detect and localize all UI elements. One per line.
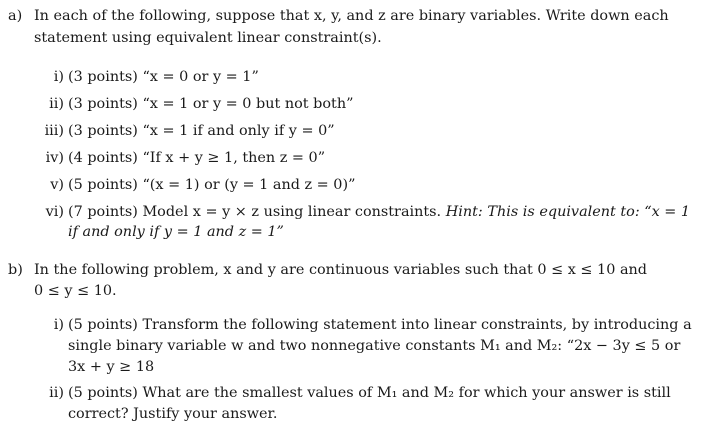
part-a-item-text-main: (7 points) Model x = y × z using linear constraints. (68, 204, 442, 220)
part-b-label: b) (8, 262, 23, 278)
part-a-intro-line2: statement using equivalent linear constraint(s). (34, 30, 382, 46)
part-a-item-text: (4 points) “If x + y ≥ 1, then z = 0” (68, 150, 326, 166)
part-b-item-line1: (5 points) Transform the following statement into linear constraints, by introducing a (68, 317, 692, 333)
part-a-item-label: i) (53, 69, 64, 85)
part-b-item-label: ii) (49, 385, 64, 401)
part-a-item-text: (3 points) “x = 1 or y = 0 but not both” (68, 96, 354, 112)
part-b-item-line1: (5 points) What are the smallest values of M₁ and M₂ for which your answer is still (68, 385, 671, 401)
part-a-item-label: iv) (45, 150, 64, 166)
part-b-item-line2: single binary variable w and two nonnegative constants M₁ and M₂: “2x − 3y ≤ 5 or (68, 338, 681, 354)
part-a-item-label: ii) (49, 96, 64, 112)
part-a-item-hint: Hint: This is equivalent to: “x = 1 (445, 204, 691, 220)
part-a-item-label: iii) (44, 123, 64, 139)
part-b-item-line2: correct? Justify your answer. (68, 406, 278, 422)
part-b-item-label: i) (53, 317, 64, 333)
part-a-item-text-line2: if and only if y = 1 and z = 1” (68, 224, 284, 240)
part-a-item-text: (3 points) “x = 0 or y = 1” (68, 69, 259, 85)
part-a-item-text: (3 points) “x = 1 if and only if y = 0” (68, 123, 335, 139)
part-a-item-label: v) (50, 177, 64, 193)
part-b-item-line3: 3x + y ≥ 18 (68, 359, 155, 375)
part-b-intro-line1: In the following problem, x and y are continuous variables such that 0 ≤ x ≤ 10 and (34, 262, 648, 278)
part-a-intro-line1: In each of the following, suppose that x, y, and z are binary variables. Write down each (34, 8, 669, 24)
part-a-item-text-line1 (68, 202, 690, 222)
part-a-label: a) (8, 8, 23, 24)
part-b-intro-line2: 0 ≤ y ≤ 10. (34, 283, 117, 299)
part-a-item-label: vi) (45, 204, 64, 220)
part-a-item-text: (5 points) “(x = 1) or (y = 1 and z = 0)” (68, 177, 356, 193)
